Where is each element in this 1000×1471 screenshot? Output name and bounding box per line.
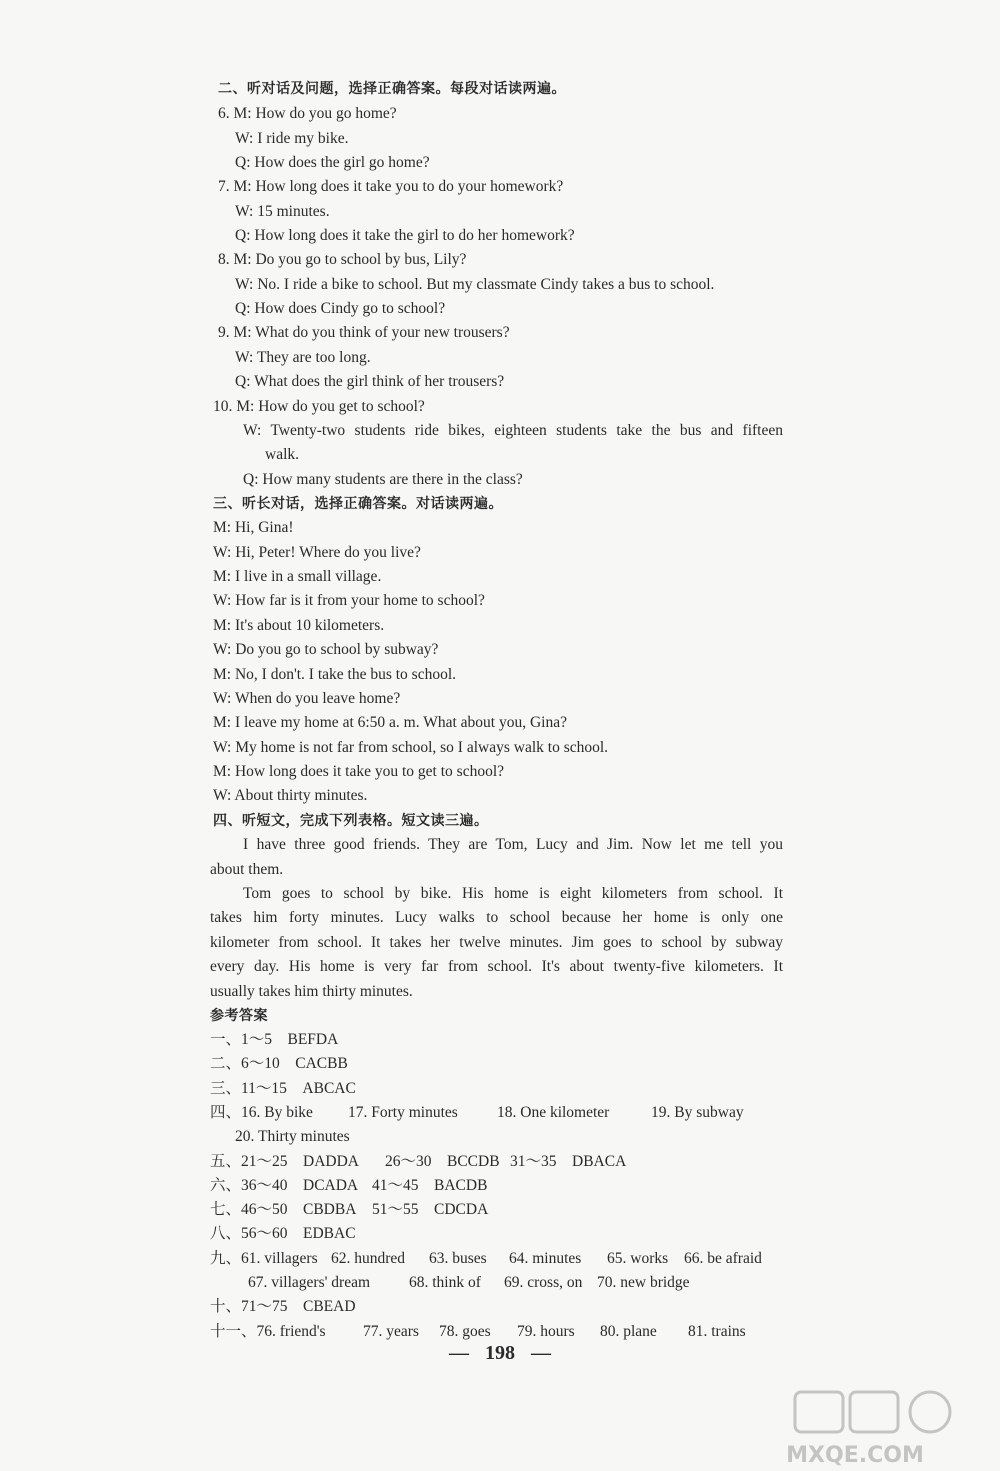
dialog-line: 8. M: Do you go to school by bus, Lily? xyxy=(218,251,467,268)
section-3-heading: 三、听长对话，选择正确答案。对话读两遍。 xyxy=(213,496,503,512)
dialog-line: Q: What does the girl think of her trousers? xyxy=(235,373,505,390)
answer-item: 81. trains xyxy=(688,1323,746,1340)
answer-item: 79. hours xyxy=(517,1323,575,1340)
dialog-line: walk. xyxy=(265,446,300,463)
answer-item: 九、61. villagers xyxy=(210,1250,318,1267)
answer-item: 63. buses xyxy=(429,1250,487,1267)
answer-item: 19. By subway xyxy=(651,1104,744,1121)
dialog-line: W: They are too long. xyxy=(235,349,371,366)
dialog-line: M: Hi, Gina! xyxy=(213,519,294,536)
answer-item: 51～55 CDCDA xyxy=(372,1201,489,1218)
dialog-line: W: My home is not far from school, so I always walk to school. xyxy=(213,739,609,756)
passage-line: usually takes him thirty minutes. xyxy=(210,983,413,1000)
dialog-line: Q: How does Cindy go to school? xyxy=(235,300,446,317)
answer-item: 18. One kilometer xyxy=(497,1104,610,1121)
passage-line: kilometer from school. It takes her twelve minutes. Jim goes to school by subway xyxy=(210,934,783,951)
answer-row xyxy=(210,1101,313,1125)
dialog-line: Q: How long does it take the girl to do her homework? xyxy=(235,227,575,244)
dialog-line: W: How far is it from your home to school? xyxy=(213,592,485,609)
answer-item: 80. plane xyxy=(600,1323,657,1340)
answer-item: 41～45 BACDB xyxy=(372,1177,488,1194)
dialog-line: 6. M: How do you go home? xyxy=(218,105,397,122)
dialog-line: 10. M: How do you get to school? xyxy=(213,398,425,415)
answer-item: 65. works xyxy=(607,1250,669,1267)
answer-item: 七、46～50 CBDBA xyxy=(210,1201,357,1218)
answer-row: 三、11～15 ABCAC xyxy=(210,1080,356,1097)
answers-heading: 参考答案 xyxy=(210,1008,268,1024)
answer-item: 78. goes xyxy=(439,1323,491,1340)
answer-row: 八、56～60 EDBAC xyxy=(210,1225,356,1242)
passage-line: Tom goes to school by bike. His home is eight kilometers from school. It xyxy=(243,885,783,902)
passage-line: I have three good friends. They are Tom, Lucy and Jim. Now let me tell you xyxy=(243,836,783,853)
answer-row: 二、6～10 CACBB xyxy=(210,1055,348,1072)
dialog-line: W: I ride my bike. xyxy=(235,130,349,147)
answer-item: 十一、76. friend's xyxy=(210,1323,326,1340)
dialog-line: M: It's about 10 kilometers. xyxy=(213,617,385,634)
answer-item: 17. Forty minutes xyxy=(348,1104,458,1121)
answer-item: 六、36～40 DCADA xyxy=(210,1177,359,1194)
dialog-line: W: When do you leave home? xyxy=(213,690,401,707)
dialog-line: Q: How does the girl go home? xyxy=(235,154,430,171)
dialog-line: 9. M: What do you think of your new trousers? xyxy=(218,324,510,341)
dialog-line: W: Twenty-two students ride bikes, eighteen students take the bus and fifteen xyxy=(243,422,783,439)
answer-item: 64. minutes xyxy=(509,1250,582,1267)
watermark-text: MXQE.COM xyxy=(786,1443,924,1468)
watermark-logo xyxy=(740,1388,970,1468)
answer-item: 四、16. By bike xyxy=(210,1104,313,1121)
section-4-heading: 四、听短文，完成下列表格。短文读三遍。 xyxy=(213,813,489,829)
answer-item: 68. think of xyxy=(409,1274,481,1291)
answer-item: 62. hundred xyxy=(331,1250,406,1267)
dialog-line: W: About thirty minutes. xyxy=(213,787,368,804)
passage-line: every day. His home is very far from school. It's about twenty-five kilometers. It xyxy=(210,958,783,975)
answer-item: 31～35 DBACA xyxy=(510,1153,627,1170)
answer-item: 26～30 BCCDB xyxy=(385,1153,500,1170)
dialog-line: Q: How many students are there in the class? xyxy=(243,471,523,488)
answer-row: 一、1～5 BEFDA xyxy=(210,1031,339,1048)
answer-item: 五、21～25 DADDA xyxy=(210,1153,359,1170)
dialog-line: M: How long does it take you to get to school? xyxy=(213,763,505,780)
answer-item: 70. new bridge xyxy=(597,1274,690,1291)
dialog-line: W: No. I ride a bike to school. But my classmate Cindy takes a bus to school. xyxy=(235,276,715,293)
passage-line: about them. xyxy=(210,861,284,878)
passage-line: takes him forty minutes. Lucy walks to school because her home is only one xyxy=(210,909,783,926)
dialog-line: M: No, I don't. I take the bus to school. xyxy=(213,666,457,683)
dialog-line: W: Hi, Peter! Where do you live? xyxy=(213,544,421,561)
dialog-line: M: I leave my home at 6:50 a. m. What about you, Gina? xyxy=(213,714,567,731)
page-number: — 198 — xyxy=(449,1342,551,1364)
answer-row: 十、71～75 CBEAD xyxy=(210,1298,356,1315)
answer-item: 67. villagers' dream xyxy=(248,1274,371,1291)
answer-item: 20. Thirty minutes xyxy=(235,1128,350,1145)
dialog-line: W: Do you go to school by subway? xyxy=(213,641,439,658)
answer-item: 77. years xyxy=(363,1323,419,1340)
dialog-line: M: I live in a small village. xyxy=(213,568,382,585)
dialog-line: 7. M: How long does it take you to do your homework? xyxy=(218,178,564,195)
dialog-line: W: 15 minutes. xyxy=(235,203,330,220)
answer-item: 69. cross, on xyxy=(504,1274,583,1291)
answer-item: 66. be afraid xyxy=(684,1250,762,1267)
section-2-heading: 二、听对话及问题，选择正确答案。每段对话读两遍。 xyxy=(218,81,566,97)
